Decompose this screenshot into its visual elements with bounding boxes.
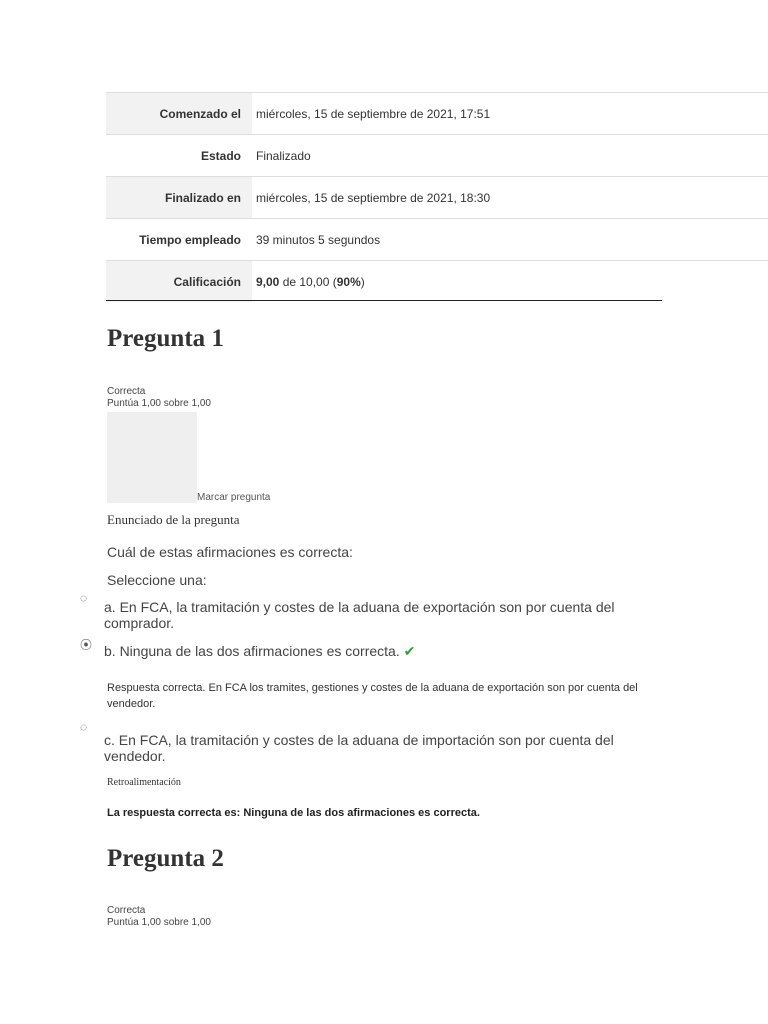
summary-row-started [106,92,768,134]
grade-value: 9,00 [256,274,280,289]
option-c-label: c. En FCA, la tramitación y costes de la aduana de importación son por cuenta del vendedor. [104,732,614,764]
question-1-title: Pregunta 1 [107,325,224,352]
correct-answer-text: La respuesta correcta es: Ninguna de las dos afirmaciones es correcta. [107,807,480,819]
attempt-summary-table [106,92,768,302]
question-1-enunciado-label: Enunciado de la pregunta [107,512,240,527]
summary-label: Estado [200,148,241,163]
grade-total: de 10,00 ( [279,274,337,289]
question-1-info [107,386,211,410]
option-a-label: a. En FCA, la tramitación y costes de la aduana de exportación son por cuenta del comprador. [104,599,615,631]
summary-value: miércoles, 15 de septiembre de 2021, 17:51 [256,106,491,121]
summary-value: 39 minutos 5 segundos [256,232,381,247]
radio-option-c[interactable]: ◌ [80,720,88,734]
question-2-info [107,905,211,929]
summary-row-time [106,218,768,260]
summary-label: Calificación [106,261,252,302]
grade-close: ) [360,274,365,289]
summary-value [252,275,365,289]
question-2-score: Puntúa 1,00 sobre 1,00 [107,917,211,928]
question-1-state: Correcta [107,386,146,397]
summary-row-grade [106,260,768,302]
flag-question-link[interactable]: Marcar pregunta [197,492,271,503]
summary-value: miércoles, 15 de septiembre de 2021, 18:30 [256,190,491,205]
question-1-text: Cuál de estas afirmaciones es correcta: [107,544,353,560]
summary-value: Finalizado [256,148,311,163]
summary-row-finished [106,176,768,218]
option-b-label [104,643,664,659]
summary-label: Comenzado el [106,93,252,134]
radio-option-b[interactable]: ⦿ [80,638,93,652]
option-b-text: b. Ninguna de las dos afirmaciones es correcta. [104,643,400,659]
summary-label: Finalizado en [106,177,252,218]
summary-row-state [106,134,768,176]
flag-icon[interactable] [107,412,197,503]
question-2-state: Correcta [107,905,146,916]
summary-label: Tiempo empleado [139,232,241,247]
option-b-feedback: Respuesta correcta. En FCA los tramites, gestiones y costes de la aduana de exportación son por cuenta del vendedor. [107,682,638,710]
question-1-score: Puntúa 1,00 sobre 1,00 [107,398,211,409]
radio-option-a[interactable]: ◌ [80,591,88,605]
question-2-title: Pregunta 2 [107,845,224,872]
summary-divider [106,300,662,301]
grade-percent: 90% [336,274,361,289]
check-icon: ✔ [403,643,416,659]
question-1-prompt: Seleccione una: [107,572,207,588]
feedback-heading: Retroalimentación [107,777,181,788]
